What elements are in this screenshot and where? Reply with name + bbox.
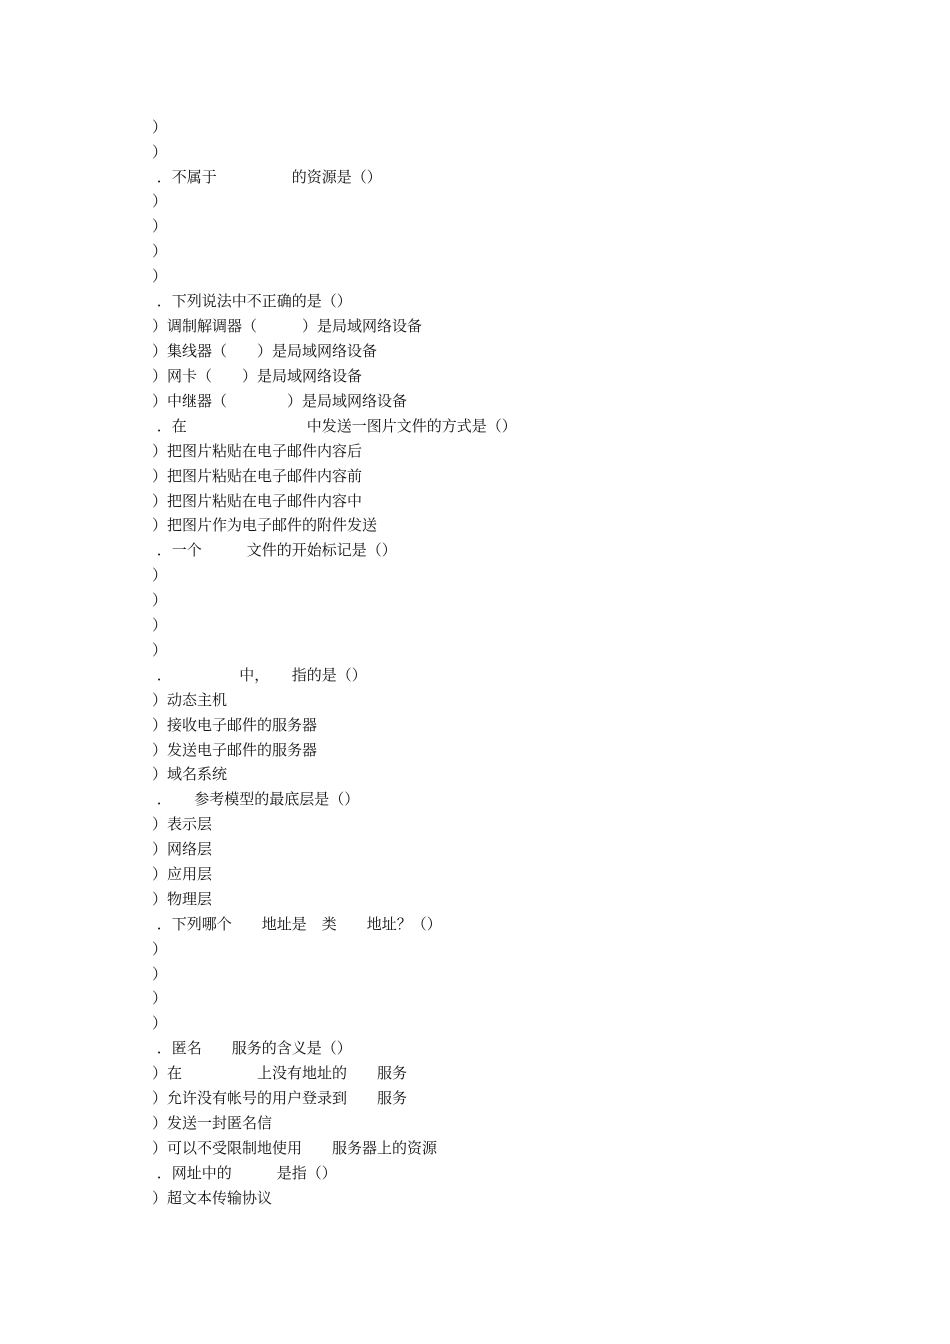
text-line: ） [152,143,168,161]
question-line: ．下列说法中不正确的是（） [152,292,352,310]
option-line: ）网络层 [152,840,213,858]
option-line: ）物理层 [152,890,213,908]
option-line: ）接收电子邮件的服务器 [152,716,318,734]
text-line: ） [152,217,168,235]
option-line: ）发送电子邮件的服务器 [152,741,318,759]
option-line: ）超文本传输协议 [152,1189,273,1207]
text-line: ） [152,940,168,958]
question-line: ．匿名 服务的含义是（） [152,1039,352,1057]
question-line: ．在 中发送一图片文件的方式是（） [152,417,517,435]
question-line: ．网址中的 是指（） [152,1164,337,1182]
option-line: ）允许没有帐号的用户登录到 服务 [152,1089,408,1107]
option-line: ）在 上没有地址的 服务 [152,1064,408,1082]
text-line: ） [152,965,168,983]
option-line: ）表示层 [152,815,213,833]
option-line: ）把图片粘贴在电子邮件内容前 [152,467,363,485]
option-line: ）可以不受限制地使用 服务器上的资源 [152,1139,438,1157]
text-line: ） [152,566,168,584]
text-line: ） [152,1014,168,1032]
text-line: ） [152,591,168,609]
option-line: ）动态主机 [152,691,228,709]
text-line: ） [152,989,168,1007]
text-line: ） [152,192,168,210]
option-line: ）应用层 [152,865,213,883]
option-line: ）调制解调器（ ）是局域网络设备 [152,317,423,335]
option-line: ）中继器（ ）是局域网络设备 [152,392,408,410]
question-line: ．不属于 的资源是（） [152,168,382,186]
question-line: ．下列哪个 地址是 类 地址？（） [152,915,442,933]
question-line: ．一个 文件的开始标记是（） [152,541,397,559]
option-line: ）域名系统 [152,765,228,783]
option-line: ）把图片粘贴在电子邮件内容后 [152,442,363,460]
option-line: ）发送一封匿名信 [152,1114,273,1132]
text-line: ） [152,616,168,634]
text-line: ） [152,242,168,260]
text-line: ） [152,641,168,659]
option-line: ）集线器（ ）是局域网络设备 [152,342,378,360]
text-line: ） [152,118,168,136]
question-line: ． 中， 指的是（） [152,666,367,684]
option-line: ）网卡（ ）是局域网络设备 [152,367,363,385]
option-line: ）把图片粘贴在电子邮件内容中 [152,492,363,510]
option-line: ）把图片作为电子邮件的附件发送 [152,516,378,534]
question-line: ． 参考模型的最底层是（） [152,790,360,808]
text-line: ） [152,267,168,285]
